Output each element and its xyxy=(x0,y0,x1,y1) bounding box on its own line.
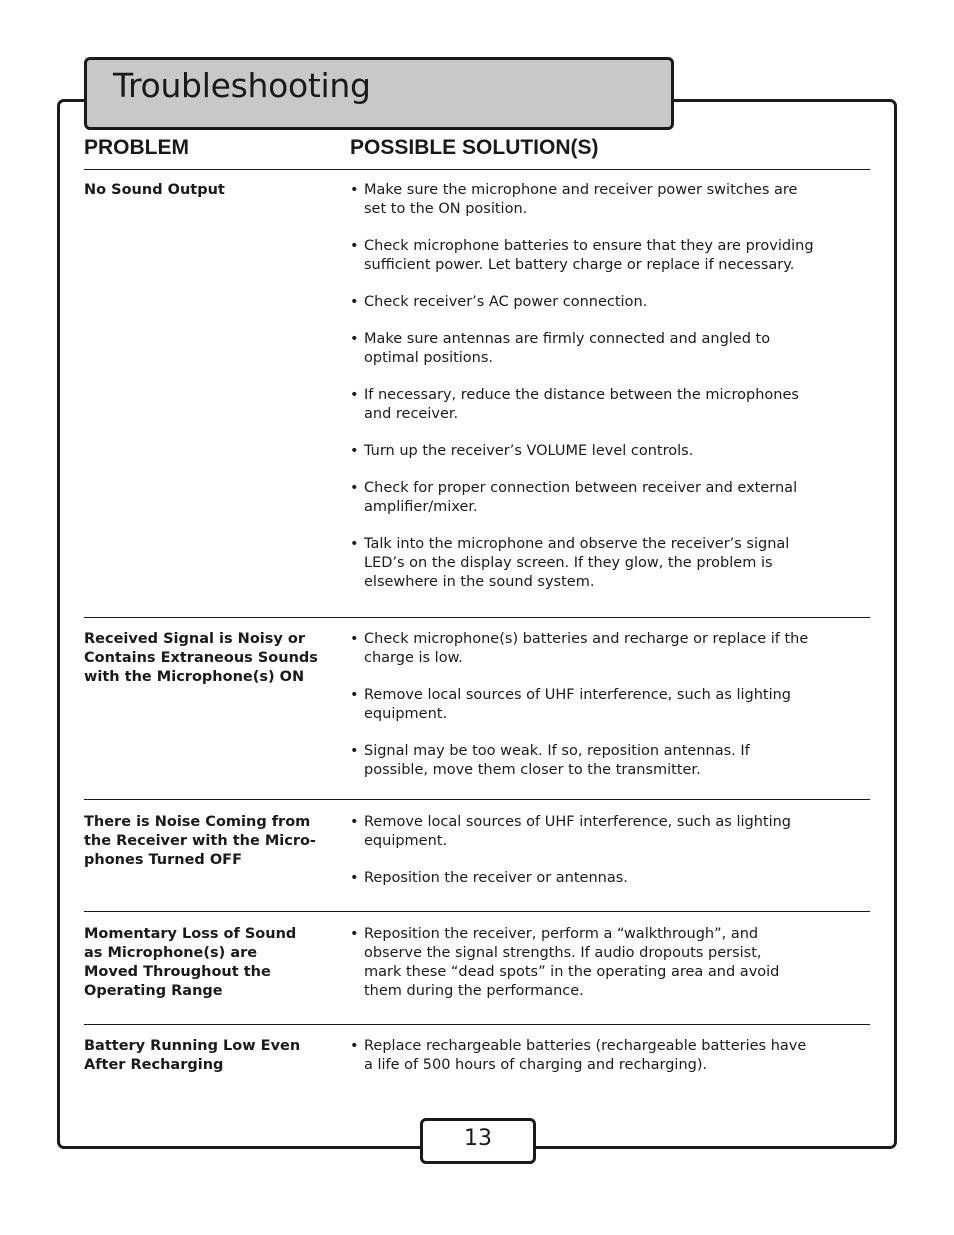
solution-item: • Remove local sources of UHF interference, such as lighting equipment. xyxy=(350,813,870,851)
solution-column-header: POSSIBLE SOLUTION(S) xyxy=(350,136,599,159)
solution-item: • Check microphone batteries to ensure that they are providing sufficient power. Let battery charge or replace if necessary. xyxy=(350,237,870,275)
troubleshooting-row xyxy=(84,1037,870,1097)
problem-text: Battery Running Low Even After Recharging xyxy=(84,1038,301,1073)
problem-column-header: PROBLEM xyxy=(84,136,189,159)
solution-item: • Check microphone(s) batteries and recharge or replace if the charge is low. xyxy=(350,630,870,668)
title-tab xyxy=(84,57,674,130)
solution-item: • Replace rechargeable batteries (rechargeable batteries have a life of 500 hours of charging and recharging). xyxy=(350,1037,870,1075)
solution-list xyxy=(350,181,870,610)
problem-text: Momentary Loss of Sound as Microphone(s) are Moved Throughout the Operating Range xyxy=(84,926,297,999)
page-number-tab xyxy=(420,1118,536,1164)
problem-text: Received Signal is Noisy or Contains Extraneous Sounds with the Microphone(s) ON xyxy=(84,631,318,685)
solution-item: • Make sure the microphone and receiver power switches are set to the ON position. xyxy=(350,181,870,219)
solution-item: • Turn up the receiver’s VOLUME level controls. xyxy=(350,442,870,461)
solution-item: • Talk into the microphone and observe the receiver’s signal LED’s on the display screen. If they glow, the problem is elsewhere in the sound system. xyxy=(350,535,870,592)
solution-item: • Check receiver’s AC power connection. xyxy=(350,293,870,312)
solution-item: • If necessary, reduce the distance between the microphones and receiver. xyxy=(350,386,870,424)
problem-text: No Sound Output xyxy=(84,182,225,198)
troubleshooting-row xyxy=(84,630,870,800)
solution-list xyxy=(350,630,870,798)
troubleshooting-row xyxy=(84,925,870,1025)
solution-item: • Signal may be too weak. If so, reposition antennas. If possible, move them closer to the transmitter. xyxy=(350,742,870,780)
solution-item: • Check for proper connection between receiver and external amplifier/mixer. xyxy=(350,479,870,517)
solution-list xyxy=(350,925,870,1019)
problem-text: There is Noise Coming from the Receiver with the Micro- phones Turned OFF xyxy=(84,814,316,868)
troubleshooting-row xyxy=(84,181,870,618)
solution-item: • Make sure antennas are firmly connected and angled to optimal positions. xyxy=(350,330,870,368)
solution-item: • Reposition the receiver or antennas. xyxy=(350,869,870,888)
page-number: 13 xyxy=(464,1126,492,1151)
solution-list xyxy=(350,1037,870,1093)
column-headers xyxy=(84,136,870,170)
solution-list xyxy=(350,813,870,906)
solution-item: • Reposition the receiver, perform a “walkthrough”, and observe the signal strengths. If audio dropouts persist, mark these “dead spots” in the operating area and avoid them during the performance. xyxy=(350,925,870,1001)
solution-item: • Remove local sources of UHF interference, such as lighting equipment. xyxy=(350,686,870,724)
page-title: Troubleshooting xyxy=(113,66,371,105)
troubleshooting-row xyxy=(84,813,870,912)
